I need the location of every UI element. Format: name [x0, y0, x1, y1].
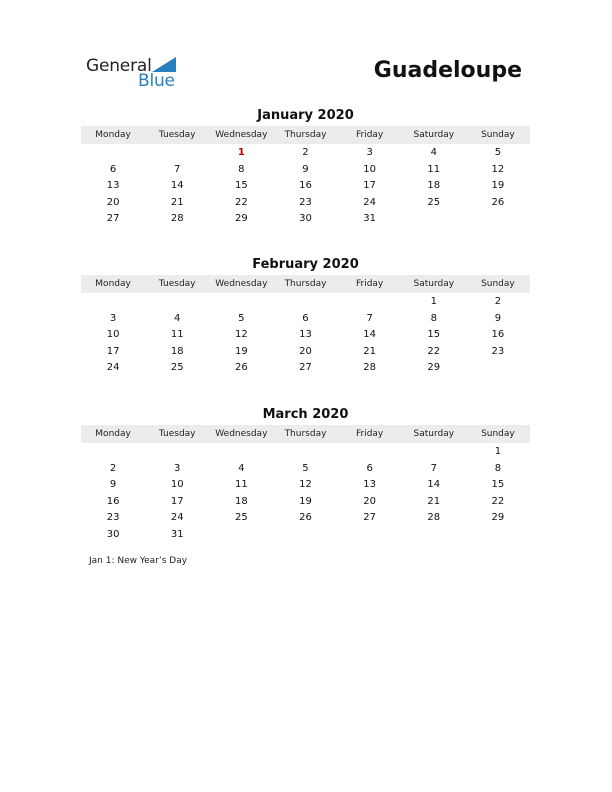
- weekday-label: Saturday: [413, 279, 455, 289]
- day-cell: 19: [491, 180, 505, 192]
- day-cell: 13: [299, 329, 312, 341]
- day-cell: 25: [234, 512, 248, 524]
- day-grid: [81, 444, 530, 544]
- day-cell: 7: [174, 163, 181, 175]
- day-cell: 9: [302, 163, 309, 175]
- day-cell: 11: [234, 479, 248, 491]
- empty-cell: [145, 294, 209, 311]
- weekday-label: Saturday: [413, 130, 455, 140]
- day-cell: 8: [430, 312, 437, 324]
- day-cell: 3: [109, 312, 117, 324]
- empty-cell: [402, 444, 466, 461]
- day-cell: 6: [109, 163, 117, 175]
- day-cell: 26: [234, 362, 248, 374]
- day-cell: 7: [366, 312, 373, 324]
- day-cell: 4: [174, 312, 181, 324]
- day-cell: 14: [427, 479, 441, 491]
- day-cell: 1: [494, 446, 502, 457]
- day-cell: 17: [106, 345, 120, 357]
- weekday-header: [81, 126, 530, 144]
- day-cell: 31: [363, 213, 376, 225]
- day-cell: 24: [170, 512, 184, 524]
- empty-cell: [273, 294, 337, 311]
- day-cell: 23: [491, 345, 505, 357]
- empty-cell: [209, 294, 273, 311]
- country-title: Guadeloupe: [373, 58, 522, 83]
- weekday-label: Wednesday: [215, 130, 268, 140]
- day-cell: 10: [106, 329, 120, 341]
- day-cell: 28: [170, 213, 184, 225]
- weekday-label: Monday: [95, 279, 131, 289]
- day-cell: 11: [427, 163, 441, 175]
- logo-text-blue: Blue: [138, 71, 175, 91]
- holiday-notes: [89, 556, 187, 566]
- month-block-1: [81, 255, 530, 377]
- day-cell: 10: [170, 479, 184, 491]
- weekday-label: Monday: [95, 130, 131, 140]
- empty-cell: [81, 145, 145, 162]
- holiday-note: Jan 1: New Year’s Day: [89, 556, 188, 566]
- day-cell: 17: [170, 495, 184, 507]
- day-cell: 23: [299, 196, 312, 208]
- weekday-label: Thursday: [284, 279, 327, 289]
- day-cell: 28: [427, 512, 441, 524]
- empty-cell: [338, 294, 402, 311]
- month-block-0: [81, 106, 530, 228]
- empty-cell: [273, 444, 337, 461]
- weekday-label: Thursday: [284, 429, 327, 439]
- weekday-header: [81, 425, 530, 443]
- weekday-label: Friday: [355, 429, 384, 439]
- day-cell-holiday: 1: [237, 147, 245, 158]
- day-cell: 21: [363, 345, 376, 357]
- day-cell: 31: [170, 528, 184, 540]
- weekday-label: Monday: [95, 429, 131, 439]
- day-cell: 17: [363, 180, 376, 192]
- day-cell: 13: [363, 479, 376, 491]
- day-cell: 18: [427, 180, 441, 192]
- weekday-label: Tuesday: [158, 130, 196, 140]
- day-cell: 20: [299, 345, 312, 357]
- day-cell: 23: [106, 512, 120, 524]
- day-cell: 28: [363, 362, 376, 374]
- day-cell: 7: [430, 462, 437, 474]
- day-cell: 29: [491, 512, 505, 524]
- weekday-label: Tuesday: [158, 279, 196, 289]
- day-cell: 12: [299, 479, 312, 491]
- day-cell: 27: [106, 213, 120, 225]
- day-cell: 11: [170, 329, 184, 341]
- day-cell: 15: [234, 180, 248, 192]
- day-cell: 18: [234, 495, 248, 507]
- day-cell: 12: [234, 329, 248, 341]
- day-cell: 22: [234, 196, 248, 208]
- day-grid: [81, 145, 530, 228]
- day-cell: 21: [427, 495, 441, 507]
- day-cell: 26: [299, 512, 312, 524]
- day-cell: 27: [299, 362, 312, 374]
- day-cell: 16: [491, 329, 505, 341]
- day-cell: 9: [494, 312, 502, 324]
- day-cell: 9: [109, 479, 117, 491]
- day-cell: 22: [491, 495, 505, 507]
- weekday-label: Wednesday: [215, 279, 268, 289]
- day-cell: 2: [109, 462, 117, 474]
- day-cell: 25: [427, 196, 441, 208]
- day-cell: 4: [238, 462, 245, 474]
- weekday-label: Thursday: [284, 130, 327, 140]
- weekday-header: [81, 275, 530, 293]
- weekday-label: Tuesday: [158, 429, 196, 439]
- day-cell: 6: [366, 462, 373, 474]
- day-cell: 20: [106, 196, 120, 208]
- day-cell: 25: [170, 362, 184, 374]
- day-cell: 15: [491, 479, 505, 491]
- day-cell: 24: [106, 362, 120, 374]
- month-title: March 2020: [262, 407, 349, 422]
- day-cell: 2: [302, 147, 309, 158]
- day-cell: 8: [238, 163, 245, 175]
- day-cell: 3: [174, 462, 181, 474]
- month-block-2: [81, 405, 530, 544]
- day-cell: 20: [363, 495, 376, 507]
- day-cell: 3: [366, 147, 373, 158]
- day-cell: 1: [430, 296, 437, 307]
- weekday-label: Saturday: [413, 429, 455, 439]
- day-cell: 16: [106, 495, 120, 507]
- day-cell: 18: [170, 345, 184, 357]
- brand-logo: [86, 56, 186, 92]
- day-cell: 19: [234, 345, 248, 357]
- empty-cell: [145, 145, 209, 162]
- day-cell: 5: [238, 312, 245, 324]
- day-cell: 22: [427, 345, 441, 357]
- empty-cell: [209, 444, 273, 461]
- day-cell: 4: [430, 147, 437, 158]
- weekday-label: Sunday: [481, 279, 515, 289]
- day-cell: 26: [491, 196, 505, 208]
- day-cell: 30: [299, 213, 312, 225]
- empty-cell: [338, 444, 402, 461]
- day-cell: 15: [427, 329, 441, 341]
- weekday-label: Friday: [355, 130, 384, 140]
- day-cell: 27: [363, 512, 376, 524]
- weekday-label: Sunday: [481, 429, 515, 439]
- day-cell: 29: [234, 213, 248, 225]
- day-cell: 5: [494, 147, 502, 158]
- day-cell: 5: [302, 462, 309, 474]
- day-cell: 24: [363, 196, 376, 208]
- day-cell: 30: [106, 528, 120, 540]
- weekday-label: Wednesday: [215, 429, 268, 439]
- day-cell: 14: [170, 180, 184, 192]
- day-grid: [81, 294, 530, 377]
- empty-cell: [145, 444, 209, 461]
- day-cell: 6: [302, 312, 309, 324]
- day-cell: 21: [170, 196, 184, 208]
- logo-triangle-icon: [152, 57, 176, 72]
- day-cell: 10: [363, 163, 376, 175]
- day-cell: 8: [494, 462, 502, 474]
- empty-cell: [81, 444, 145, 461]
- day-cell: 13: [106, 180, 120, 192]
- day-cell: 14: [363, 329, 376, 341]
- day-cell: 19: [299, 495, 312, 507]
- day-cell: 16: [299, 180, 312, 192]
- logo-text-general: General: [86, 56, 152, 76]
- empty-cell: [81, 294, 145, 311]
- month-title: February 2020: [252, 257, 359, 272]
- weekday-label: Friday: [355, 279, 384, 289]
- day-cell: 2: [494, 296, 502, 307]
- weekday-label: Sunday: [481, 130, 515, 140]
- day-cell: 12: [491, 163, 505, 175]
- month-title: January 2020: [257, 108, 354, 123]
- day-cell: 29: [427, 362, 441, 374]
